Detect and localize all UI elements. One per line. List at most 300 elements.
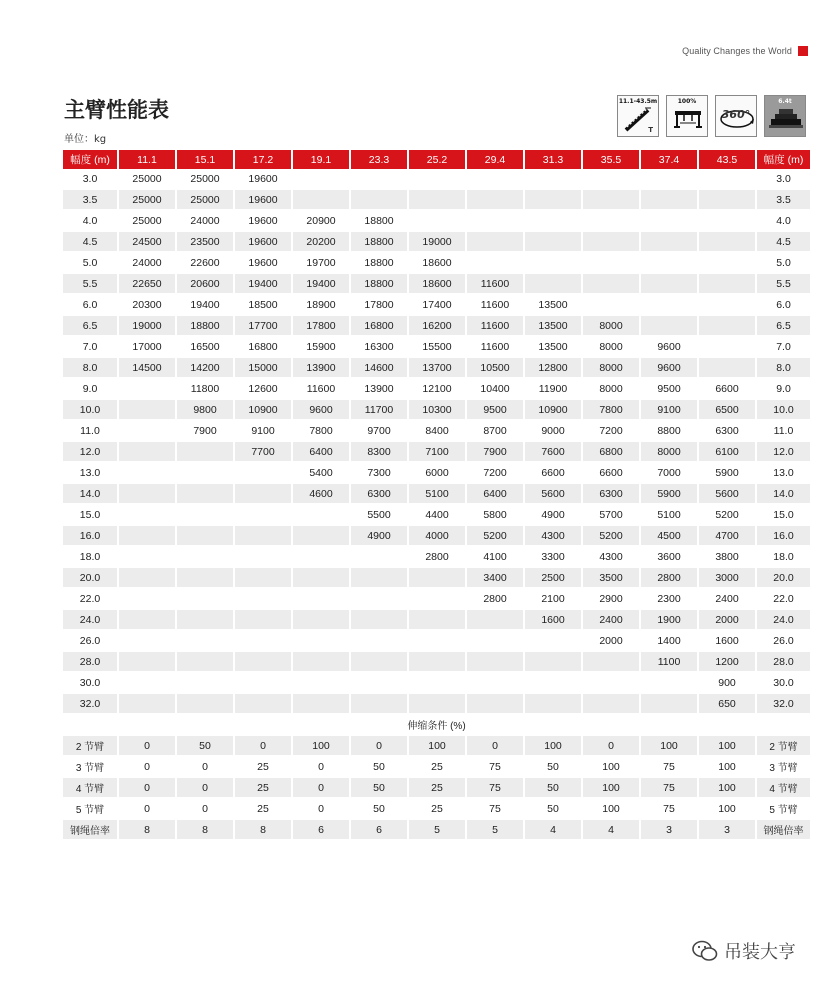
telescoping-cell: 100 <box>293 736 351 757</box>
radius-cell: 28.0 <box>63 652 119 673</box>
radius-cell-right: 9.0 <box>757 379 810 400</box>
capacity-cell <box>293 631 351 652</box>
table-row <box>63 610 810 631</box>
capacity-cell <box>525 190 583 211</box>
capacity-cell: 6000 <box>409 463 467 484</box>
capacity-cell: 17400 <box>409 295 467 316</box>
telescoping-cell: 0 <box>235 736 293 757</box>
table-row <box>63 253 810 274</box>
capacity-cell: 5700 <box>583 505 641 526</box>
capacity-cell <box>409 652 467 673</box>
capacity-cell: 19000 <box>409 232 467 253</box>
radius-cell: 15.0 <box>63 505 119 526</box>
capacity-cell <box>525 673 583 694</box>
capacity-cell <box>467 169 525 190</box>
capacity-cell <box>119 610 177 631</box>
capacity-cell <box>525 631 583 652</box>
radius-cell-right: 6.5 <box>757 316 810 337</box>
capacity-cell: 3400 <box>467 568 525 589</box>
rotation-360-caption: 360° <box>721 108 751 121</box>
telescoping-cell: 0 <box>119 757 177 778</box>
capacity-cell <box>293 589 351 610</box>
capacity-cell <box>525 694 583 715</box>
telescoping-cell: 50 <box>351 799 409 820</box>
capacity-cell <box>525 652 583 673</box>
telescoping-cell: 25 <box>409 778 467 799</box>
capacity-cell: 20900 <box>293 211 351 232</box>
capacity-cell: 7700 <box>235 442 293 463</box>
radius-cell: 4.0 <box>63 211 119 232</box>
capacity-cell <box>235 589 293 610</box>
capacity-cell: 3600 <box>641 547 699 568</box>
capacity-cell <box>467 211 525 232</box>
radius-cell: 18.0 <box>63 547 119 568</box>
capacity-cell <box>119 463 177 484</box>
table-row <box>63 589 810 610</box>
capacity-cell <box>641 232 699 253</box>
capacity-cell <box>293 169 351 190</box>
header-row <box>63 150 810 169</box>
header-boom-length: 35.5 <box>583 150 641 169</box>
capacity-cell: 5800 <box>467 505 525 526</box>
capacity-cell: 24000 <box>119 253 177 274</box>
header-boom-length: 15.1 <box>177 150 235 169</box>
capacity-cell: 5200 <box>583 526 641 547</box>
capacity-cell <box>119 526 177 547</box>
capacity-cell <box>293 526 351 547</box>
capacity-cell: 11900 <box>525 379 583 400</box>
radius-cell: 24.0 <box>63 610 119 631</box>
capacity-cell: 9100 <box>235 421 293 442</box>
capacity-cell <box>583 190 641 211</box>
capacity-cell: 25000 <box>119 190 177 211</box>
capacity-cell: 7100 <box>409 442 467 463</box>
capacity-cell <box>583 295 641 316</box>
capacity-cell: 19600 <box>235 190 293 211</box>
telescoping-cell: 75 <box>641 778 699 799</box>
section-label-right: 2 节臂 <box>757 736 810 757</box>
table-row <box>63 190 810 211</box>
radius-cell: 9.0 <box>63 379 119 400</box>
capacity-cell <box>119 505 177 526</box>
counterweight-caption: 6.4t <box>778 98 792 105</box>
capacity-cell: 19600 <box>235 211 293 232</box>
telescoping-cell: 50 <box>351 757 409 778</box>
capacity-cell: 9600 <box>641 337 699 358</box>
table-row <box>63 400 810 421</box>
capacity-cell <box>177 694 235 715</box>
capacity-cell: 5100 <box>641 505 699 526</box>
section-label-right: 钢绳倍率 <box>757 820 810 841</box>
table-row <box>63 631 810 652</box>
capacity-cell <box>641 316 699 337</box>
capacity-cell: 2400 <box>583 610 641 631</box>
capacity-cell <box>177 610 235 631</box>
capacity-cell <box>583 253 641 274</box>
radius-cell: 11.0 <box>63 421 119 442</box>
capacity-cell <box>351 694 409 715</box>
capacity-cell: 18600 <box>409 253 467 274</box>
capacity-cell: 6400 <box>293 442 351 463</box>
table-row <box>63 316 810 337</box>
capacity-cell: 6600 <box>583 463 641 484</box>
capacity-cell <box>351 169 409 190</box>
capacity-cell <box>641 274 699 295</box>
capacity-cell <box>699 169 757 190</box>
table-row <box>63 505 810 526</box>
rotation-360-icon <box>715 95 757 137</box>
radius-cell: 4.5 <box>63 232 119 253</box>
capacity-cell <box>177 484 235 505</box>
capacity-cell <box>119 421 177 442</box>
capacity-cell: 4300 <box>583 547 641 568</box>
capacity-cell <box>641 190 699 211</box>
capacity-cell <box>467 610 525 631</box>
capacity-cell: 25000 <box>119 211 177 232</box>
capacity-cell: 22600 <box>177 253 235 274</box>
telescoping-header-row <box>63 715 810 736</box>
radius-cell-right: 5.0 <box>757 253 810 274</box>
radius-cell: 3.5 <box>63 190 119 211</box>
capacity-cell <box>409 694 467 715</box>
telescoping-cell: 0 <box>293 778 351 799</box>
radius-cell-right: 7.0 <box>757 337 810 358</box>
capacity-cell: 11600 <box>467 337 525 358</box>
capacity-cell: 19600 <box>235 169 293 190</box>
capacity-cell <box>177 589 235 610</box>
telescoping-cell: 4 <box>525 820 583 841</box>
capacity-cell <box>293 673 351 694</box>
section-label: 4 节臂 <box>63 778 119 799</box>
capacity-cell <box>525 232 583 253</box>
radius-cell-right: 5.5 <box>757 274 810 295</box>
capacity-cell <box>409 211 467 232</box>
telescoping-cell: 0 <box>293 757 351 778</box>
section-label-right: 3 节臂 <box>757 757 810 778</box>
radius-cell-right: 30.0 <box>757 673 810 694</box>
capacity-cell: 8400 <box>409 421 467 442</box>
capacity-cell: 16500 <box>177 337 235 358</box>
capacity-cell: 16300 <box>351 337 409 358</box>
header-boom-length: 29.4 <box>467 150 525 169</box>
capacity-cell <box>583 211 641 232</box>
radius-cell: 12.0 <box>63 442 119 463</box>
header-radius-label-right: 幅度 (m) <box>757 150 810 169</box>
capacity-cell <box>351 190 409 211</box>
watermark-text: 吊装大亨 <box>724 942 796 963</box>
telescoping-cell: 100 <box>525 736 583 757</box>
radius-cell-right: 3.0 <box>757 169 810 190</box>
telescoping-cell: 75 <box>641 799 699 820</box>
capacity-cell <box>641 694 699 715</box>
capacity-cell: 9500 <box>467 400 525 421</box>
telescoping-cell: 50 <box>525 757 583 778</box>
radius-cell: 16.0 <box>63 526 119 547</box>
capacity-cell <box>235 484 293 505</box>
capacity-cell: 13500 <box>525 316 583 337</box>
capacity-cell: 13500 <box>525 337 583 358</box>
capacity-cell <box>119 631 177 652</box>
capacity-cell: 18800 <box>351 211 409 232</box>
capacity-cell: 4900 <box>525 505 583 526</box>
capacity-cell <box>119 400 177 421</box>
table-row <box>63 442 810 463</box>
telescoping-cell: 100 <box>699 736 757 757</box>
telescoping-cell: 0 <box>119 736 177 757</box>
capacity-cell <box>409 190 467 211</box>
radius-cell: 5.0 <box>63 253 119 274</box>
telescoping-cell: 5 <box>467 820 525 841</box>
telescoping-cell: 6 <box>351 820 409 841</box>
header-boom-length: 31.3 <box>525 150 583 169</box>
counterweight-icon <box>764 95 806 137</box>
capacity-cell: 20200 <box>293 232 351 253</box>
capacity-cell: 4100 <box>467 547 525 568</box>
section-label: 3 节臂 <box>63 757 119 778</box>
telescoping-cell: 50 <box>525 799 583 820</box>
capacity-cell <box>235 652 293 673</box>
capacity-cell: 9800 <box>177 400 235 421</box>
capacity-cell: 9700 <box>351 421 409 442</box>
section-label-right: 4 节臂 <box>757 778 810 799</box>
capacity-cell <box>351 610 409 631</box>
radius-cell-right: 6.0 <box>757 295 810 316</box>
radius-cell-right: 14.0 <box>757 484 810 505</box>
capacity-cell <box>583 274 641 295</box>
telescoping-cell: 0 <box>583 736 641 757</box>
capacity-cell: 1900 <box>641 610 699 631</box>
capacity-cell: 19000 <box>119 316 177 337</box>
table-row <box>63 274 810 295</box>
table-row <box>63 547 810 568</box>
capacity-cell: 6300 <box>699 421 757 442</box>
capacity-cell: 18800 <box>177 316 235 337</box>
capacity-cell: 11600 <box>467 274 525 295</box>
capacity-cell: 5600 <box>525 484 583 505</box>
telescoping-cell: 0 <box>177 778 235 799</box>
telescoping-cell: 100 <box>699 799 757 820</box>
capacity-cell: 6600 <box>525 463 583 484</box>
radius-cell: 3.0 <box>63 169 119 190</box>
table-row <box>63 379 810 400</box>
capacity-cell: 650 <box>699 694 757 715</box>
capacity-cell <box>409 610 467 631</box>
table-row <box>63 568 810 589</box>
header-radius-label: 幅度 (m) <box>63 150 119 169</box>
radius-cell-right: 3.5 <box>757 190 810 211</box>
header-boom-length: 17.2 <box>235 150 293 169</box>
boom-length-sub: T <box>648 126 653 134</box>
capacity-cell <box>351 589 409 610</box>
capacity-cell <box>177 568 235 589</box>
capacity-cell: 2300 <box>641 589 699 610</box>
telescoping-cell: 50 <box>177 736 235 757</box>
capacity-cell: 18800 <box>351 253 409 274</box>
capacity-cell: 7300 <box>351 463 409 484</box>
capacity-cell <box>119 568 177 589</box>
capacity-cell <box>351 673 409 694</box>
table-row <box>63 694 810 715</box>
capacity-cell <box>699 337 757 358</box>
capacity-cell <box>119 484 177 505</box>
capacity-cell: 2800 <box>467 589 525 610</box>
telescoping-cell: 100 <box>699 757 757 778</box>
capacity-cell <box>119 442 177 463</box>
capacity-cell: 12100 <box>409 379 467 400</box>
telescoping-cell: 100 <box>583 799 641 820</box>
capacity-cell: 2900 <box>583 589 641 610</box>
telescoping-cell: 75 <box>641 757 699 778</box>
capacity-cell: 5400 <box>293 463 351 484</box>
capacity-cell <box>351 631 409 652</box>
capacity-cell <box>641 673 699 694</box>
capacity-cell: 2100 <box>525 589 583 610</box>
capacity-cell <box>583 694 641 715</box>
capacity-cell: 16800 <box>351 316 409 337</box>
capacity-cell: 7000 <box>641 463 699 484</box>
section-label-right: 5 节臂 <box>757 799 810 820</box>
capacity-cell: 7200 <box>583 421 641 442</box>
capacity-cell <box>409 631 467 652</box>
header-boom-length: 23.3 <box>351 150 409 169</box>
capacity-cell: 12600 <box>235 379 293 400</box>
capacity-cell: 15000 <box>235 358 293 379</box>
capacity-cell <box>409 568 467 589</box>
capacity-cell <box>293 547 351 568</box>
capacity-cell: 8300 <box>351 442 409 463</box>
capacity-cell: 4300 <box>525 526 583 547</box>
capacity-cell <box>699 211 757 232</box>
capacity-cell <box>293 568 351 589</box>
capacity-cell: 9000 <box>525 421 583 442</box>
capacity-cell: 900 <box>699 673 757 694</box>
capacity-cell: 10500 <box>467 358 525 379</box>
telescoping-cell: 8 <box>177 820 235 841</box>
header-boom-length: 19.1 <box>293 150 351 169</box>
header-boom-length: 43.5 <box>699 150 757 169</box>
telescoping-cell: 100 <box>641 736 699 757</box>
capacity-cell: 6800 <box>583 442 641 463</box>
brand-square-icon <box>798 46 808 56</box>
capacity-cell: 15500 <box>409 337 467 358</box>
telescoping-row <box>63 778 810 799</box>
capacity-cell <box>177 505 235 526</box>
capacity-cell <box>467 652 525 673</box>
telescoping-row <box>63 799 810 820</box>
capacity-cell: 4000 <box>409 526 467 547</box>
telescoping-cell: 0 <box>351 736 409 757</box>
capacity-cell <box>119 547 177 568</box>
telescoping-cell: 5 <box>409 820 467 841</box>
capacity-cell <box>583 232 641 253</box>
capacity-cell: 2400 <box>699 589 757 610</box>
telescoping-cell: 4 <box>583 820 641 841</box>
radius-cell-right: 24.0 <box>757 610 810 631</box>
capacity-cell: 2800 <box>409 547 467 568</box>
capacity-cell: 14200 <box>177 358 235 379</box>
capacity-cell: 9600 <box>641 358 699 379</box>
capacity-cell: 9100 <box>641 400 699 421</box>
capacity-cell: 5200 <box>699 505 757 526</box>
capacity-cell <box>177 652 235 673</box>
capacity-cell: 11800 <box>177 379 235 400</box>
capacity-cell <box>467 253 525 274</box>
capacity-cell <box>235 463 293 484</box>
telescoping-cell: 0 <box>177 799 235 820</box>
capacity-cell: 7800 <box>293 421 351 442</box>
capacity-cell: 24500 <box>119 232 177 253</box>
radius-cell-right: 4.5 <box>757 232 810 253</box>
capacity-cell <box>293 190 351 211</box>
capacity-cell: 19700 <box>293 253 351 274</box>
unit-label: 单位：kg <box>64 134 107 145</box>
capacity-cell: 17700 <box>235 316 293 337</box>
capacity-cell: 3300 <box>525 547 583 568</box>
capacity-cell: 3500 <box>583 568 641 589</box>
radius-cell-right: 20.0 <box>757 568 810 589</box>
capacity-cell: 4900 <box>351 526 409 547</box>
capacity-cell <box>119 694 177 715</box>
capacity-cell: 2000 <box>583 631 641 652</box>
telescoping-cell: 100 <box>583 778 641 799</box>
capacity-cell <box>699 274 757 295</box>
radius-cell: 20.0 <box>63 568 119 589</box>
capacity-cell <box>699 190 757 211</box>
radius-cell-right: 4.0 <box>757 211 810 232</box>
capacity-cell <box>235 568 293 589</box>
capacity-cell <box>699 232 757 253</box>
capacity-cell: 5900 <box>641 484 699 505</box>
capacity-cell: 8000 <box>583 337 641 358</box>
telescoping-cell: 8 <box>119 820 177 841</box>
capacity-cell: 11600 <box>293 379 351 400</box>
outrigger-icon <box>666 95 708 137</box>
radius-cell: 22.0 <box>63 589 119 610</box>
capacity-cell: 8000 <box>641 442 699 463</box>
capacity-cell: 10400 <box>467 379 525 400</box>
table-row <box>63 358 810 379</box>
radius-cell-right: 22.0 <box>757 589 810 610</box>
capacity-cell: 7900 <box>467 442 525 463</box>
capacity-cell: 13900 <box>351 379 409 400</box>
capacity-cell: 17800 <box>293 316 351 337</box>
radius-cell: 5.5 <box>63 274 119 295</box>
capacity-cell: 2800 <box>641 568 699 589</box>
condition-icons <box>617 95 806 137</box>
radius-cell-right: 11.0 <box>757 421 810 442</box>
outrigger-caption: 100% <box>677 98 697 105</box>
capacity-cell: 11600 <box>467 295 525 316</box>
capacity-cell <box>467 631 525 652</box>
capacity-cell <box>177 673 235 694</box>
capacity-cell: 1200 <box>699 652 757 673</box>
telescoping-cell: 0 <box>293 799 351 820</box>
capacity-cell: 1600 <box>699 631 757 652</box>
capacity-cell: 9500 <box>641 379 699 400</box>
capacity-cell: 13500 <box>525 295 583 316</box>
telescoping-row <box>63 736 810 757</box>
table-row <box>63 652 810 673</box>
capacity-cell: 17000 <box>119 337 177 358</box>
capacity-cell <box>177 631 235 652</box>
telescoping-cell: 6 <box>293 820 351 841</box>
telescoping-cell: 25 <box>235 799 293 820</box>
capacity-cell: 9600 <box>293 400 351 421</box>
capacity-cell: 14600 <box>351 358 409 379</box>
section-label: 钢绳倍率 <box>63 820 119 841</box>
header-boom-length: 37.4 <box>641 150 699 169</box>
capacity-cell: 4600 <box>293 484 351 505</box>
